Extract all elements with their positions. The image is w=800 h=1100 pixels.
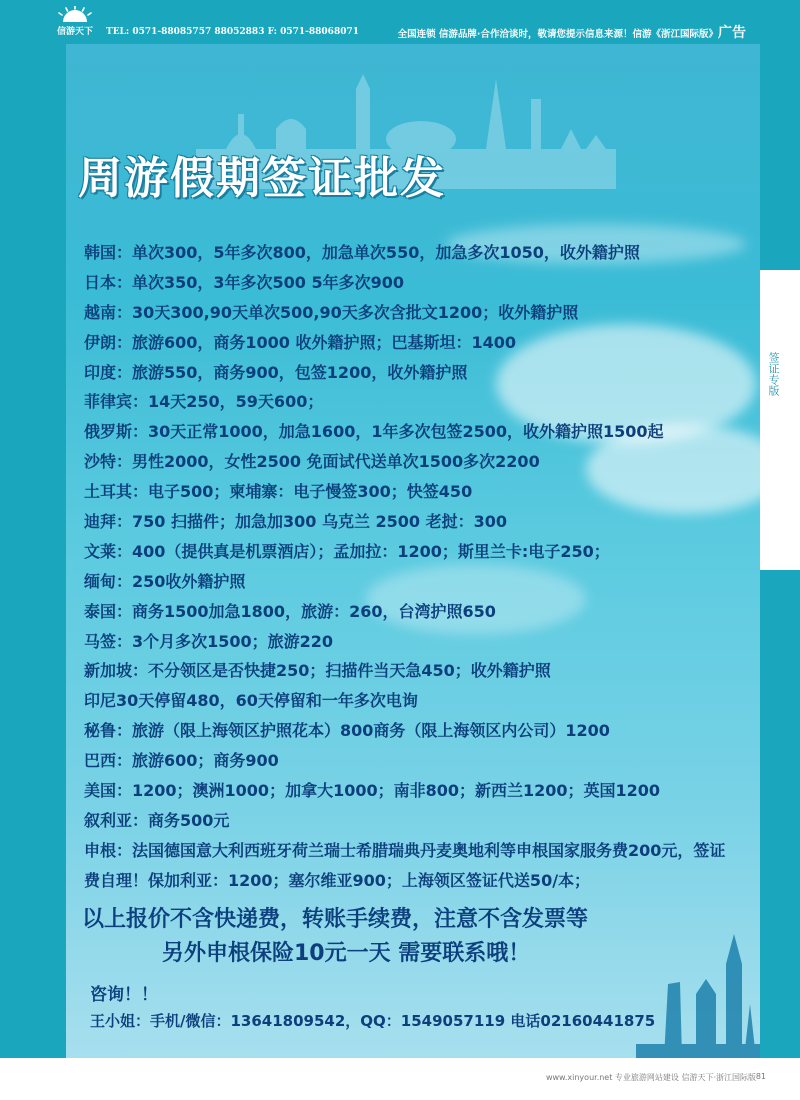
ad-label: 广告 [718,25,746,41]
price-line: 迪拜：750 扫描件；加急加300 乌克兰 2500 老挝：300 [84,512,508,532]
insurance-notice: 另外申根保险10元一天 需要联系哦！ [162,941,531,966]
price-line: 马签：3个月多次1500；旅游220 [84,631,334,651]
price-line: 菲律宾：14天250，59天600； [84,392,324,412]
contact-info: 王小姐：手机/微信：13641809542，QQ：1549057119 电话02160441875 [90,1012,656,1030]
visa-poster [66,44,760,1058]
price-list [84,238,744,896]
price-line: 印度：旅游550，商务900，包签1200，收外籍护照 [84,362,468,382]
logo-text: 信游天下 [56,27,93,37]
header-notice: 全国连锁 信游品牌·合作洽谈时，敬请您提示信息来源！信游《浙江国际版》 [397,29,718,40]
price-line: 土耳其：电子500；柬埔寨：电子慢签300；快签450 [84,482,473,502]
footer-text: www.xinyour.net 专业旅游网站建设 信游天下·浙江国际版 [545,1073,756,1082]
header-bar [0,0,800,44]
price-line: 新加坡：不分领区是否快捷250；扫描件当天急450；收外籍护照 [84,661,551,681]
sun-icon [52,6,98,24]
price-line: 申根：法国德国意大利西班牙荷兰瑞士希腊瑞典丹麦奥地利等申根国家服务费200元，签证 [84,840,726,860]
price-line: 美国：1200；澳洲1000；加拿大1000；南非800；新西兰1200；英国1200 [84,781,661,801]
landmarks-icon [636,924,760,1058]
left-margin-strip [0,44,66,1058]
price-line: 伊朗：旅游600，商务1000 收外籍护照；巴基斯坦：1400 [84,332,517,352]
consult-title: 咨询！！ [90,985,158,1005]
price-line: 日本：单次350，3年多次500 5年多次900 [84,272,405,292]
price-line: 叙利亚：商务500元 [84,810,230,830]
poster-title: 周游假期签证批发 [78,153,446,204]
contact-numbers: TEL: 0571-88085757 88052883 F: 0571-88068071 [106,27,359,37]
price-line: 巴西：旅游600；商务900 [84,751,279,771]
side-tab-label: 签证专版 [767,352,780,396]
price-line: 越南：30天300,90天单次500,90天多次含批文1200；收外籍护照 [84,302,579,322]
price-line: 俄罗斯：30天正常1000，加急1600，1年多次包签2500，收外籍护照1500起 [84,422,664,442]
price-line: 秘鲁：旅游（限上海领区护照花本）800商务（限上海领区内公司）1200 [84,721,610,741]
price-line: 印尼30天停留480，60天停留和一年多次电询 [84,691,418,711]
price-line: 韩国：单次300，5年多次800，加急单次550，加急多次1050，收外籍护照 [84,243,640,262]
page-number: 81 [755,1072,766,1081]
price-line: 缅甸：250收外籍护照 [84,571,246,591]
price-line: 文莱：400（提供真是机票酒店）；孟加拉：1200；斯里兰卡:电子250； [84,541,610,561]
price-notice: 以上报价不含快递费，转账手续费，注意不含发票等 [82,907,589,932]
price-line: 泰国：商务1500加急1800，旅游：260，台湾护照650 [84,601,496,621]
price-line: 费自理！保加利亚：1200；塞尔维亚900；上海领区签证代送50/本； [84,870,591,890]
price-line: 沙特：男性2000，女性2500 免面试代送单次1500多次2200 [84,452,540,472]
brand-logo [52,6,98,40]
